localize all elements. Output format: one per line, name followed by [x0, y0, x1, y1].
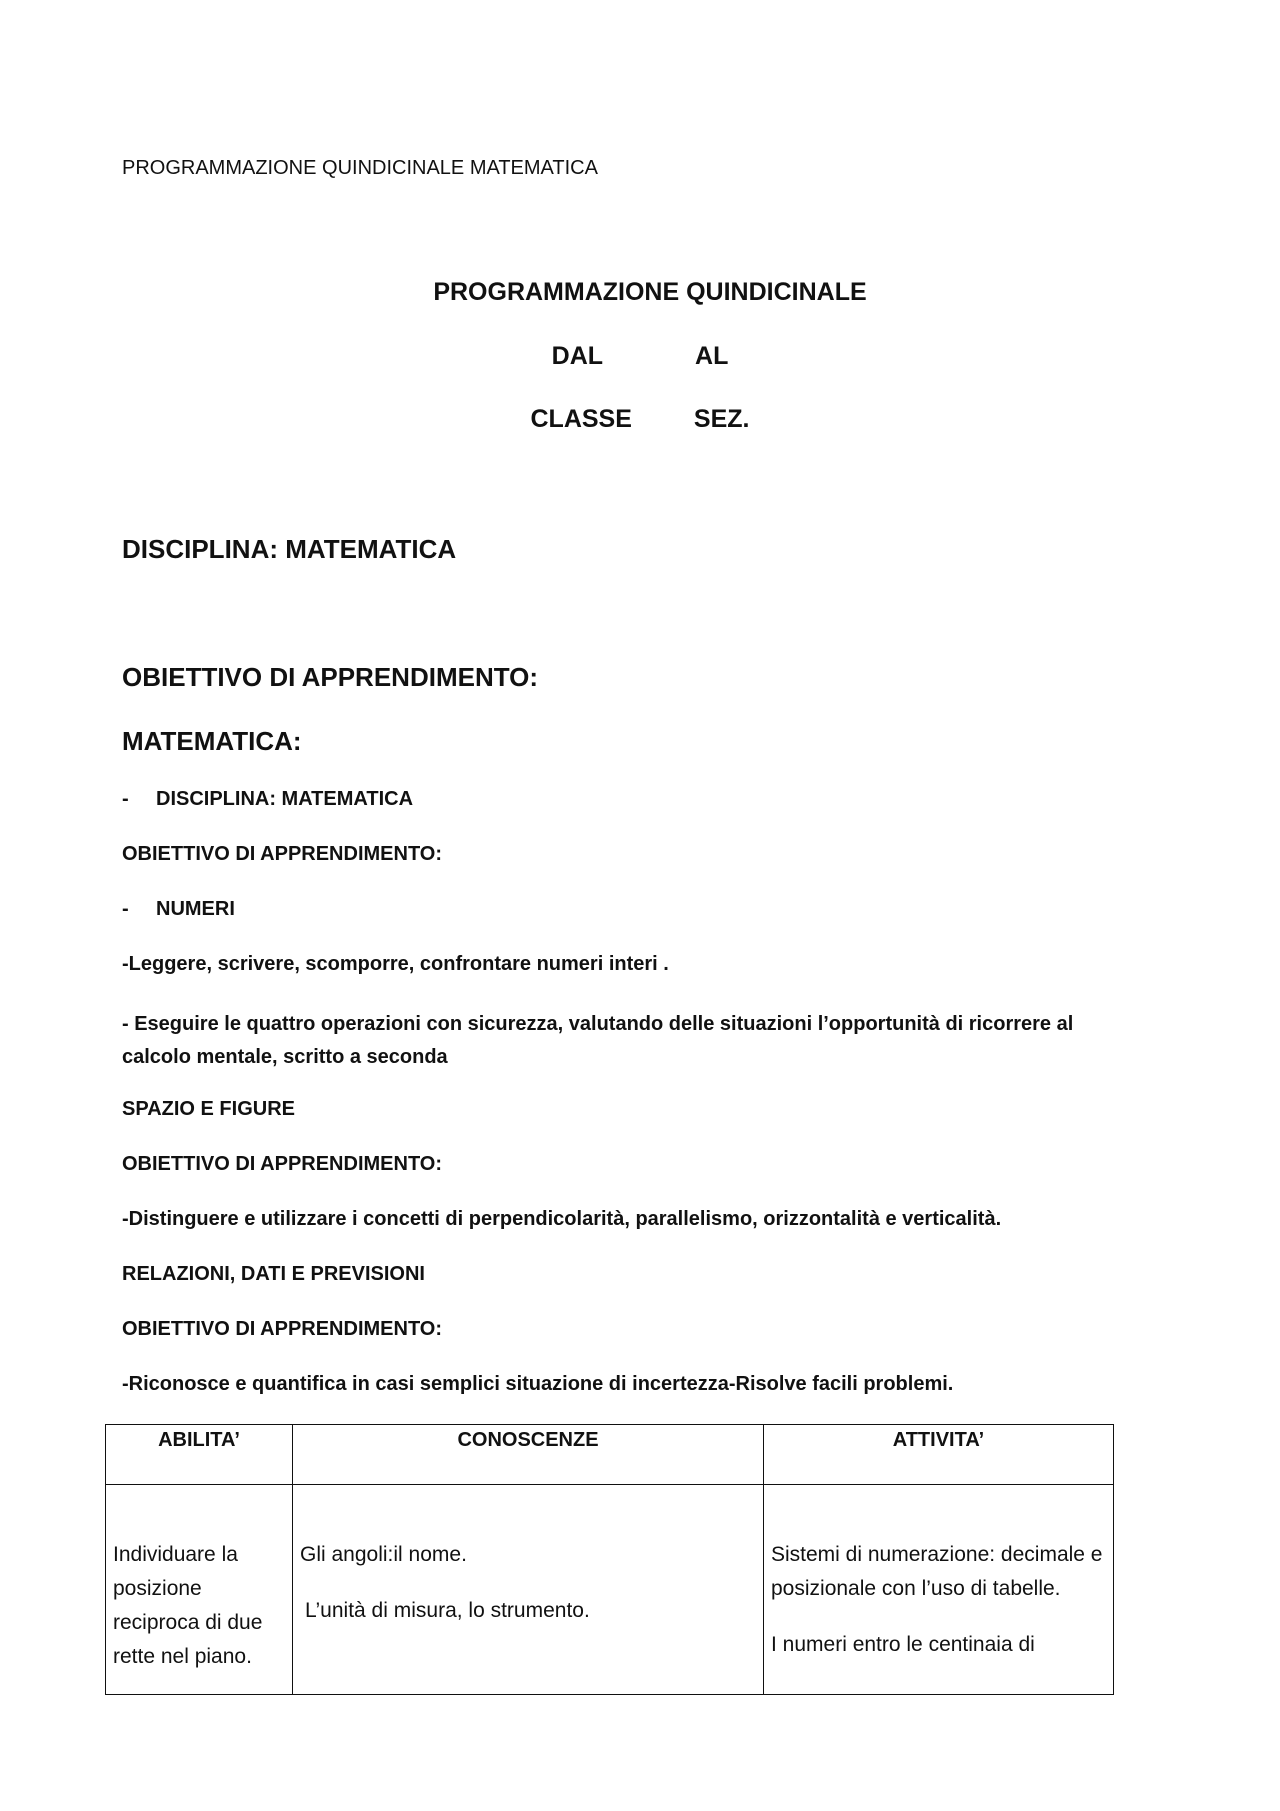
numeri-objective-2: - Eseguire le quattro operazioni con sicurezza, valutando delle situazioni l’opportunità di ricorrere al calcolo mentale, scritto a seconda: [122, 1013, 1074, 1068]
header-attivita: ATTIVITA’: [764, 1425, 1114, 1485]
programming-table: [105, 1424, 1114, 1695]
obiettivo-label-1: OBIETTIVO DI APPRENDIMENTO:: [122, 843, 443, 865]
bullet-dash: -: [122, 898, 129, 920]
spazio-objective: -Distinguere e utilizzare i concetti di perpendicolarità, parallelismo, orizzontalità e verticalità.: [122, 1208, 1002, 1230]
bullet-numeri: [122, 898, 235, 921]
table-header-row: [106, 1425, 1114, 1485]
class-section-row: [0, 405, 1280, 434]
bullet-disciplina-text: DISCIPLINA: MATEMATICA: [156, 788, 414, 810]
bullet-disciplina: [122, 788, 413, 811]
spazio-heading: SPAZIO E FIGURE: [122, 1098, 295, 1120]
bullet-numeri-text: NUMERI: [156, 898, 235, 920]
bullet-dash: -: [122, 788, 129, 810]
disciplina-heading: DISCIPLINA: MATEMATICA: [122, 534, 457, 564]
obiettivo-heading: OBIETTIVO DI APPRENDIMENTO:: [122, 662, 539, 692]
cell-attivita: [764, 1485, 1114, 1695]
header-abilita: ABILITA’: [106, 1425, 293, 1485]
header-conoscenze: CONOSCENZE: [293, 1425, 764, 1485]
classe-label: CLASSE: [530, 405, 632, 433]
al-label: AL: [695, 342, 729, 370]
relazioni-heading: RELAZIONI, DATI E PREVISIONI: [122, 1263, 425, 1285]
document-title: PROGRAMMAZIONE QUINDICINALE: [433, 278, 867, 306]
obiettivo-label-3: OBIETTIVO DI APPRENDIMENTO:: [122, 1318, 443, 1340]
attivita-line-2: I numeri entro le centinaia di: [771, 1633, 1035, 1656]
relazioni-objective: -Riconosce e quantifica in casi semplici situazione di incertezza-Risolve facili problemi.: [122, 1373, 954, 1395]
cell-abilita: [106, 1485, 293, 1695]
attivita-line-1: Sistemi di numerazione: decimale e posizionale con l’uso di tabelle.: [771, 1543, 1103, 1600]
sez-label: SEZ.: [693, 405, 750, 433]
conoscenze-line-1: Gli angoli:il nome.: [300, 1543, 467, 1566]
matematica-heading: MATEMATICA:: [122, 726, 302, 756]
date-range-row: [0, 342, 1280, 371]
numeri-objective-1: -Leggere, scrivere, scomporre, confrontare numeri interi .: [122, 953, 669, 975]
document-header-line: PROGRAMMAZIONE QUINDICINALE MATEMATICA: [122, 157, 598, 179]
table-row: [106, 1485, 1114, 1695]
obiettivo-label-2: OBIETTIVO DI APPRENDIMENTO:: [122, 1153, 443, 1175]
conoscenze-line-2: L’unità di misura, lo strumento.: [305, 1599, 590, 1622]
abilita-text: Individuare la posizione reciproca di due rette nel piano.: [113, 1543, 263, 1668]
dal-label: DAL: [551, 342, 604, 370]
cell-conoscenze: [293, 1485, 764, 1695]
